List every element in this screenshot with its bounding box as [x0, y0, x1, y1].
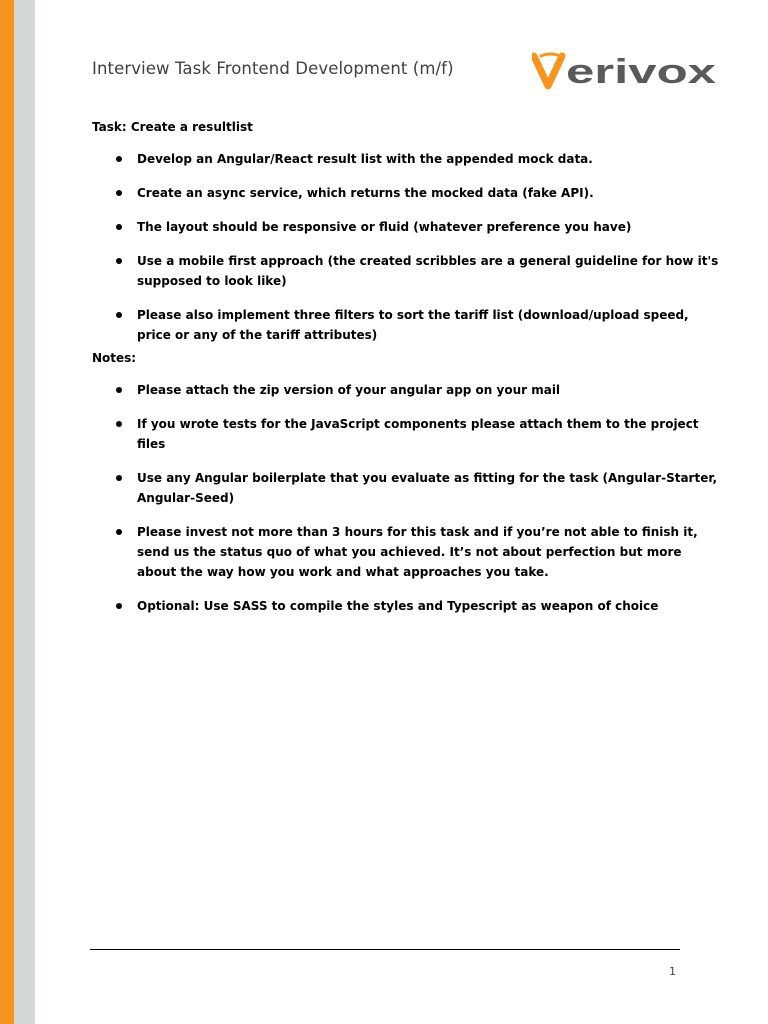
bullet-line: about the way how you work and what approaches you take.	[137, 565, 549, 579]
bullet-item	[92, 217, 692, 237]
document-title: Interview Task Frontend Development (m/f)	[92, 59, 454, 78]
bullet-line: The layout should be responsive or fluid (whatever preference you have)	[137, 220, 632, 234]
task-heading: Task: Create a resultlist	[92, 120, 253, 134]
bullet-item	[92, 522, 698, 582]
footer-divider	[90, 949, 680, 950]
document-body	[92, 117, 719, 616]
notes-list	[92, 380, 718, 616]
bullet-line: Create an async service, which returns the mocked data (fake API).	[137, 186, 594, 200]
bullet-item	[92, 149, 692, 169]
bullet-line: Optional: Use SASS to compile the styles and Typescript as weapon of choice	[137, 599, 659, 613]
verivox-logo-mark	[534, 54, 562, 86]
bullet-line: Use any Angular boilerplate that you evaluate as fitting for the task (Angular-Starter,	[137, 471, 718, 485]
bullet-item	[92, 305, 692, 345]
bullet-line: Use a mobile first approach (the created scribbles are a general guideline for how it's	[137, 254, 719, 268]
bullet-item	[92, 183, 692, 203]
bullet-line: Please invest not more than 3 hours for this task and if you’re not able to finish it,	[137, 525, 698, 539]
bullet-line: Please attach the zip version of your angular app on your mail	[137, 383, 561, 397]
bullet-line: Please also implement three filters to sort the tariff list (download/upload speed,	[137, 308, 689, 322]
bullet-line: Develop an Angular/React result list with the appended mock data.	[137, 152, 593, 166]
left-accent-stripe	[0, 0, 14, 1024]
bullet-line: If you wrote tests for the JavaScript components please attach them to the project	[137, 417, 699, 431]
bullet-line: files	[137, 437, 166, 451]
bullet-line: send us the status quo of what you achieved. It’s not about perfection but more	[137, 545, 682, 559]
notes-heading: Notes:	[92, 351, 137, 365]
bullet-line: supposed to look like)	[137, 274, 287, 288]
verivox-logo-text: erivox	[566, 53, 717, 91]
bullet-item	[92, 414, 699, 454]
bullet-item	[92, 380, 692, 400]
bullet-line: Angular-Seed)	[137, 491, 235, 505]
bullet-item	[92, 468, 718, 508]
bullet-item	[92, 251, 719, 291]
bullet-line: price or any of the tariff attributes)	[137, 328, 378, 342]
task-list	[92, 149, 719, 345]
page-number: 1	[669, 965, 676, 978]
left-gray-stripe	[14, 0, 35, 1024]
verivox-logo	[532, 50, 718, 92]
bullet-item	[92, 596, 692, 616]
